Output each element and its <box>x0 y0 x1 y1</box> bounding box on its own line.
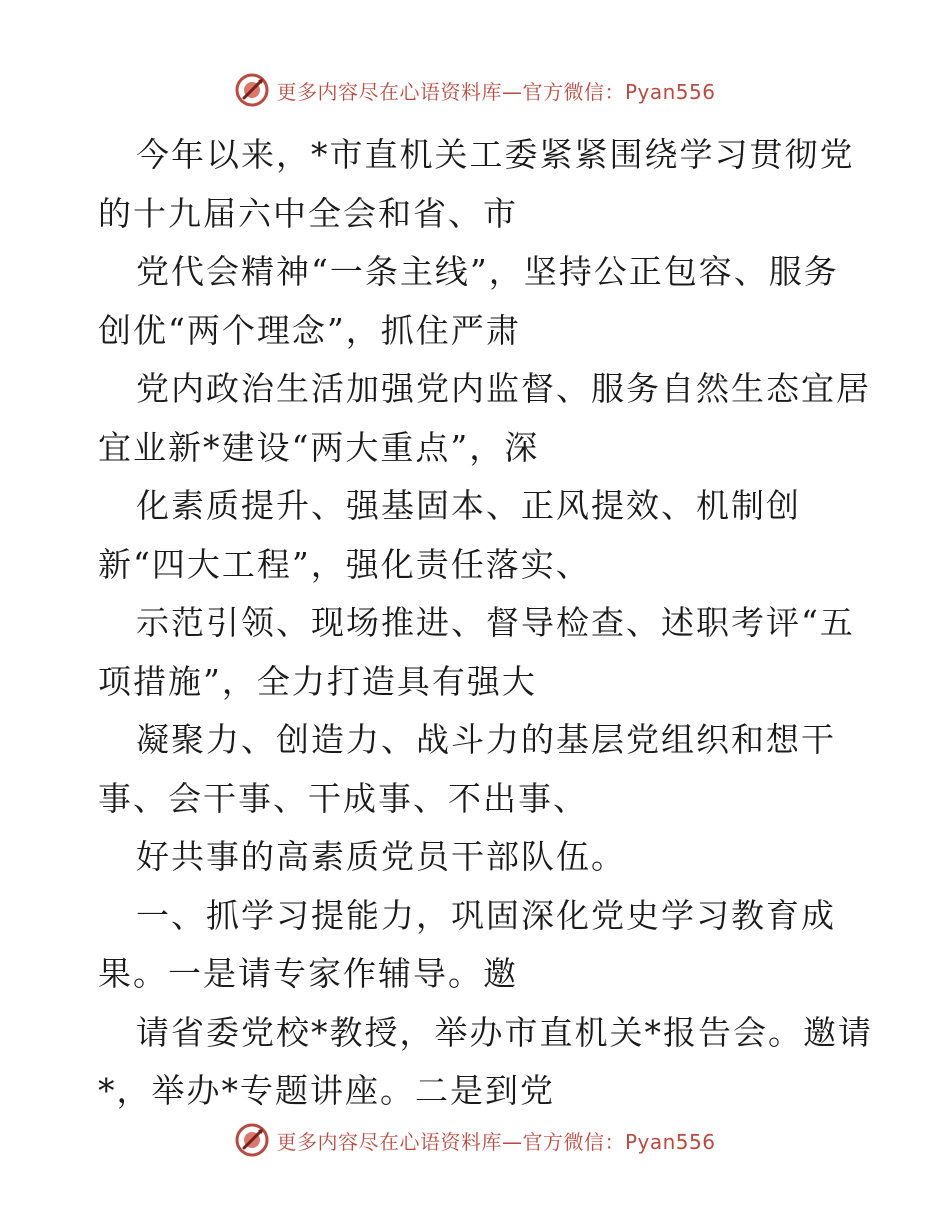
header-banner <box>0 70 950 110</box>
body-line: 事、会干事、干成事、不出事、 <box>98 778 588 818</box>
body-line: 项措施”，全力打造具有强大 <box>98 661 537 701</box>
body-line: 请省委党校*教授，举办市直机关*报告会。邀请 <box>136 1012 873 1052</box>
banner-text: 更多内容尽在心语资料库—官方微信：Pyan556 <box>276 79 716 104</box>
footer-banner-text: 更多内容尽在心语资料库—官方微信：Pyan556 <box>276 1129 716 1154</box>
body-line: 党代会精神“一条主线”，坚持公正包容、服务 <box>136 252 839 291</box>
footer-banner <box>0 1120 950 1160</box>
body-line: 党内政治生活加强党内监督、服务自然生态宜居 <box>136 369 871 408</box>
body-line: 示范引领、现场推进、督导检查、述职考评“五 <box>136 603 855 642</box>
body-line: 凝聚力、创造力、战斗力的基层党组织和想干 <box>136 720 836 759</box>
body-line: 化素质提升、强基固本、正风提效、机制创 <box>136 486 801 525</box>
body-line: 果。一是请专家作辅导。邀 <box>98 954 518 993</box>
body-line: 的十九届六中全会和省、市 <box>98 193 518 233</box>
body-line: 今年以来，*市直机关工委紧紧围绕学习贯彻党 <box>136 135 855 174</box>
body-line: 新“四大工程”，强化责任落实、 <box>98 544 591 584</box>
document-body <box>98 126 873 1121</box>
body-line: 好共事的高素质党员干部队伍。 <box>136 837 626 876</box>
brand-logo-icon <box>234 1122 270 1158</box>
body-line: 宜业新*建设“两大重点”，深 <box>98 427 540 467</box>
body-line: 一、抓学习提能力，巩固深化党史学习教育成 <box>136 895 836 935</box>
body-line: 创优“两个理念”，抓住严肃 <box>98 310 521 350</box>
brand-logo-icon <box>234 72 270 108</box>
body-line: *，举办*专题讲座。二是到党 <box>98 1071 555 1110</box>
